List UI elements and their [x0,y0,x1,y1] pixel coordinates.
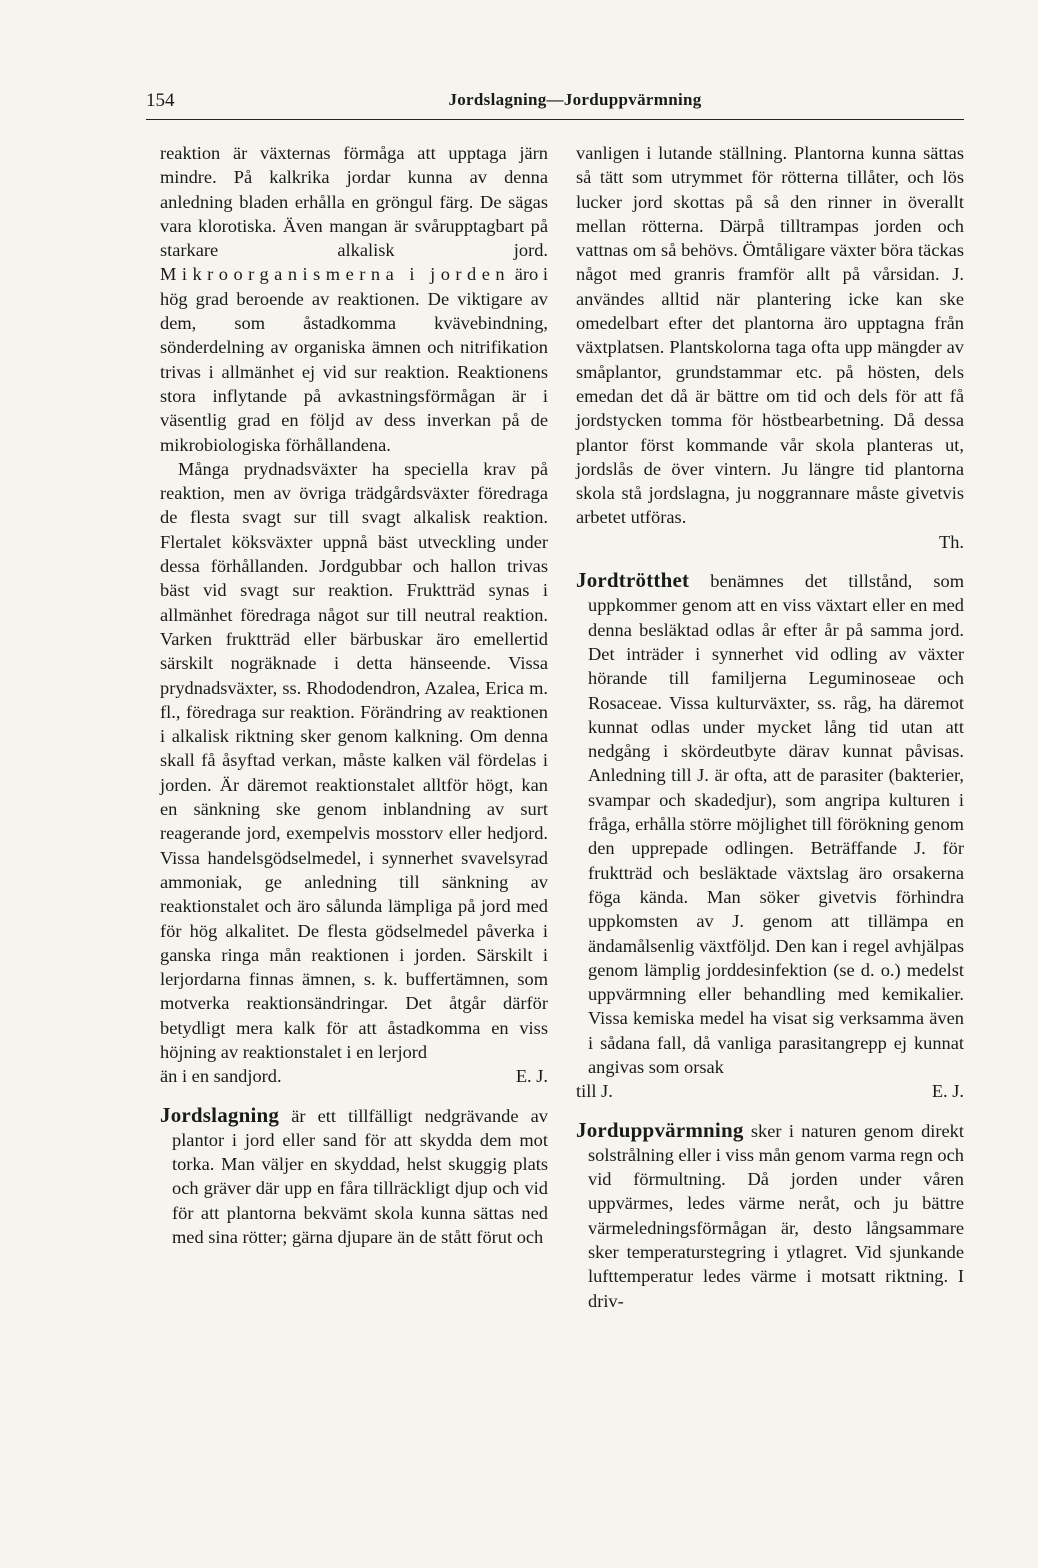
headword: Jordtrötthet [576,568,690,593]
text-run: reaktion är växternas förmåga att upptaga järn mindre. På kalkrika jordar kunna av denna anledning bladen erhålla en gröngul färg. De sägas vara klorotiska. Även mangan är svårupptagbart på starkare alkalisk jord. [160,143,548,261]
entry-text: sker i naturen genom direkt solstrålning eller i viss mån genom varma regn och vid förmultning. Då jorden under våren uppvärmes, ledes värme neråt, och ju bättre värmeledningsförmågan är, desto långsammare sker temperaturstegring i ytlagret. Vid sjunkande lufttemperatur ledes värme i motsatt riktning. I driv- [588,1120,964,1311]
running-head: Jordslagning—Jorduppvärmning [448,90,702,109]
author-signature: Th. [938,531,964,552]
page-header [146,90,964,118]
paragraph-closing-line [160,1064,548,1088]
author-signature: E. J. [515,1066,548,1087]
closing-text: än i en sandjord. [160,1066,282,1087]
right-column [576,141,964,1313]
headword: Jordslagning [160,1102,280,1127]
paragraph-reaktion [160,141,548,457]
entry-jordtrotthet [576,568,964,1079]
entry-jordslagning [160,1103,548,1250]
page-number: 154 [146,90,175,111]
paragraph-prydnadsvaxter: Många prydnadsväxter ha speciella krav på reaktion, men av övriga trädgårdsväxter föredraga de flesta svagt sur till svagt alkalisk reaktion. Flertalet köksväxter uppnå bäst utveckling under dessa förhållanden. Jordgubbar och hallon trivas bäst vid svagt sur reaktion. Fruktträd synas i allmänhet föredraga något sur till neutral reaktion. Varken fruktträd eller bärbuskar äro emellertid särskilt nogräknade i detta hänseende. Vissa prydnadsväxter, ss. Rhododendron, Azalea, Erica m. fl., föredraga sur reaktion. Förändring av reaktionen i alkalisk riktning sker genom kalkning. Om denna skall få åsyftad verkan, måste kalken väl fördelas i jorden. Är däremot reaktionstalet alltför högt, kan en sänkning ske genom inblandning av surt reagerande jord, exempelvis mosstorv eller hedjord. Vissa handelsgödselmedel, i synnerhet svavelsyrad ammoniak, ge anledning till sänkning av reaktionstalet och äro sålunda lämpliga på jord med för hög alkalitet. De flesta gödselmedel påverka i ganska ringa mån reaktionen i jorden. Särskilt i lerjordarna finnas ämnen, s. k. buffertämnen, som motverka reaktionsändringar. Det åtgår därför betydligt mera kalk för att åstadkomma en viss höjning av reaktionstalet i en lerjord [160,458,548,1062]
author-signature: E. J. [931,1081,964,1102]
entry-jorduppvarmning [576,1118,964,1313]
headword: Jorduppvärmning [576,1117,744,1142]
header-rule [146,119,964,120]
paragraph-closing-line [576,1079,964,1103]
entry-text: är ett tillfälligt nedgrävande av plantor i jord eller sand för att skydda dem mot torka. Man väljer en skyddad, helst skuggig plats och gräver där upp en fåra tillräckligt djup och vid för att plantorna bekvämt skola kunna sättas ned med sina rötter; gärna djupare än de stått förut och [172,1105,548,1248]
paragraph-continuation: vanligen i lutande ställning. Plantorna kunna sättas så tätt som utrymmet för rötterna tillåter, och lös lucker jord skottas på så den rinner in överallt mellan rötterna. Därpå tilltrampas jorden och vattnas om så behövs. Ömtåligare växter böra täckas något med granris framför allt på vårsidan. J. användes alltid när plantering icke kan ske omedelbart efter det plantorna äro upptagna från växtplatsen. Plantskolorna taga ofta upp mängder av småplantor, grundstammar etc. på hösten, dels emedan det då är bättre om tid och dels för att få jordstycken tomma för höstbearbetning. Då dessa plantor först kommande vår skola planteras ut, jordslås de över vintern. Ju längre tid plantorna skola stå jordslagna, ju noggrannare måste givetvis arbetet utföras. [576,143,964,528]
left-column [160,141,548,1249]
closing-text: till J. [576,1081,613,1102]
text-run: äro i hög grad beroende av reaktionen. De viktigare av dem, som åstadkomma kvävebindning, sönderdelning av organiska ämnen och nitrifikation trivas i allmänhet ej vid sur reaktion. Reaktionens stora inflytande på avkastningsförmågan är i väsentlig grad en följd av dess inverkan på de mikrobiologiska förhållandena. [160,264,548,455]
spaced-emphasis: Mikroorganismerna i jorden [160,264,511,285]
entry-text: benämnes det tillstånd, som uppkommer genom att en viss växtart eller en med denna besläktad odlas år efter år på samma jord. Det inträder i synnerhet vid odling av växter hörande till familjerna Leguminoseae och Rosaceae. Vissa kulturväxter, ss. råg, ha däremot kunnat odlas under mycket lång tid utan att nedgång i skördeutbyte därav kunnat påvisas. Anledning till J. är ofta, att de parasiter (bakterier, svampar och skadedjur), som angripa kulturen i fråga, erhålla större möjlighet till förökning genom den upprepade odlingen. Beträffande J. för fruktträd och besläktade växtslag äro orsakerna föga kända. Man söker givetvis förhindra uppkomsten av J. genom att tillämpa en ändamålsenlig växtföljd. Den kan i regel avhjälpas genom lämplig jorddesinfektion (se d. o.) medelst uppvärmning eller behandling med kemikalier. Vissa kemiska medel ha visat sig verksamma även i sådana fall, då vanliga parasitangrepp ej kunnat angivas som orsak [588,571,964,1077]
